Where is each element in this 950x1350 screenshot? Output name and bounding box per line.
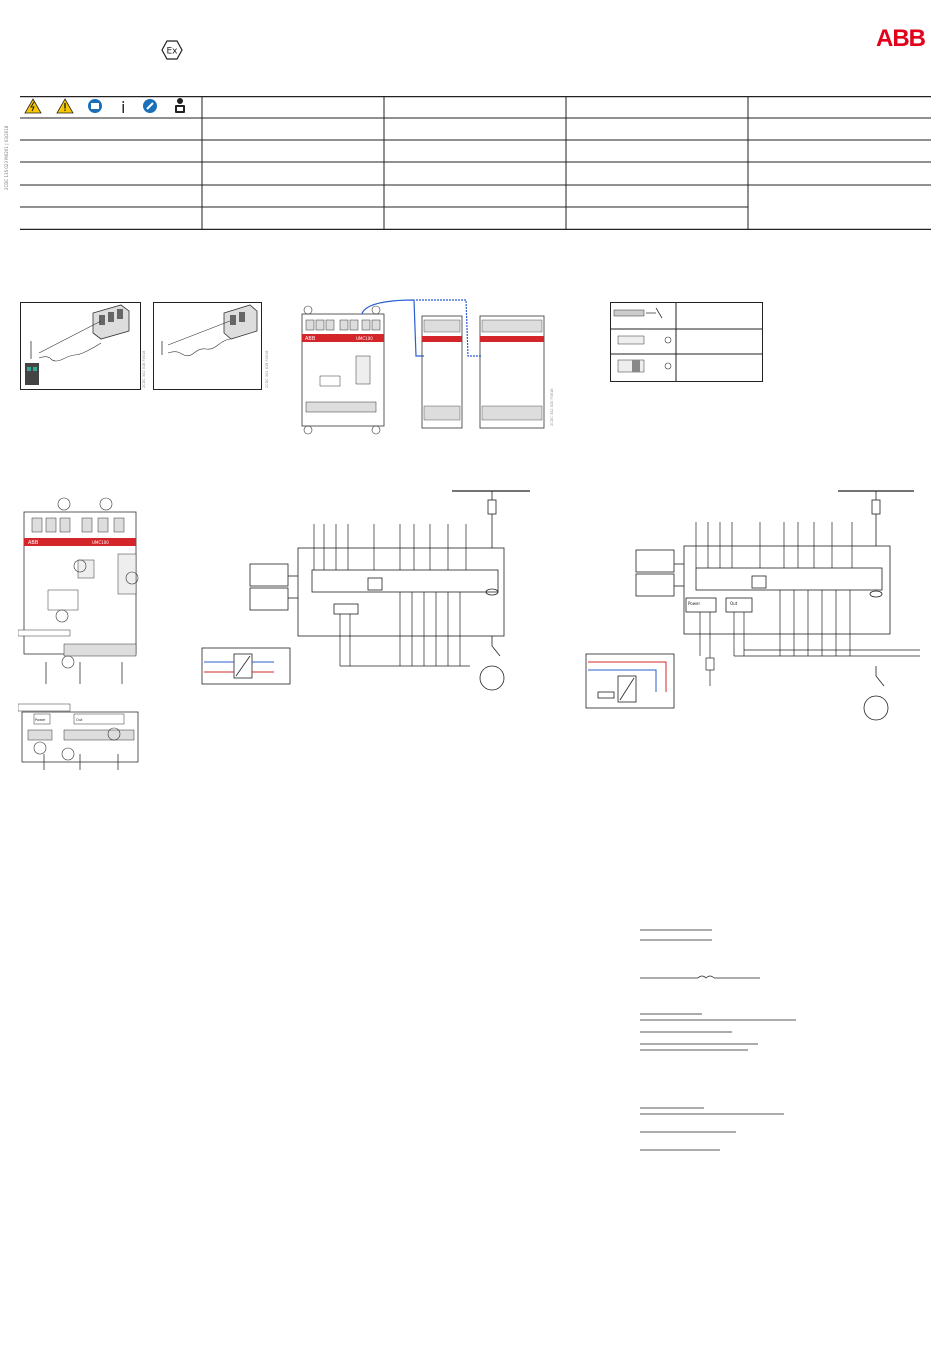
plug-connector-icon [224, 305, 257, 339]
svg-text:Out: Out [76, 718, 83, 722]
svg-text:i: i [121, 98, 126, 117]
svg-text:ABB: ABB [876, 25, 925, 49]
umc-front-view [18, 494, 144, 684]
svg-text:2CDC 342 020 F0018: 2CDC 342 020 F0018 [550, 388, 554, 426]
io-module-1 [422, 316, 462, 428]
abb-logo [876, 25, 932, 49]
document-code: 2CDC 135 023 M0201 | 03/2018 [4, 125, 9, 190]
wiring-diagram-a [190, 486, 530, 696]
svg-text:UMC100: UMC100 [92, 540, 109, 545]
svg-text:ABB: ABB [305, 336, 316, 342]
ferrule-insulated-icon [618, 360, 671, 372]
io-module-2 [480, 316, 544, 428]
svg-text:Ex: Ex [166, 46, 178, 57]
umc100-device [302, 306, 384, 434]
figure-code-b [264, 345, 270, 389]
warning-electric-icon [25, 99, 41, 113]
ferrule-wire-icon [618, 336, 671, 344]
qualified-person-icon [175, 98, 185, 113]
strip-length-icon [614, 308, 662, 318]
svg-text:ABB: ABB [28, 540, 39, 546]
umc-terminal-detail [18, 702, 144, 770]
safety-info-table [20, 96, 931, 230]
signal-converter-box [202, 648, 290, 684]
svg-text:2CDC 342 019 F0018: 2CDC 342 019 F0018 [265, 350, 269, 388]
help-icon [143, 99, 157, 113]
connector-figure-a [20, 302, 141, 390]
wiring-diagram-b [580, 486, 930, 722]
terminal-block-icon [25, 363, 39, 385]
figure-code-a [141, 345, 147, 389]
signal-converter-box [586, 654, 674, 708]
svg-text:Power: Power [35, 718, 46, 722]
warning-icon [57, 99, 73, 113]
wire-ferrule-table [610, 302, 763, 382]
connector-figure-b [153, 302, 262, 390]
ex-explosion-protection-icon [161, 40, 183, 60]
info-icon [121, 98, 125, 117]
reference-underlines [636, 920, 806, 1160]
umc-system-figure [296, 296, 556, 436]
svg-text:UMC100: UMC100 [356, 336, 373, 341]
svg-text:Out: Out [730, 601, 738, 606]
svg-text:2CDC 342 018 F0018: 2CDC 342 018 F0018 [142, 350, 146, 388]
read-manual-icon [88, 99, 102, 113]
plug-connector-icon [93, 305, 129, 339]
svg-text:Power: Power [688, 601, 701, 606]
